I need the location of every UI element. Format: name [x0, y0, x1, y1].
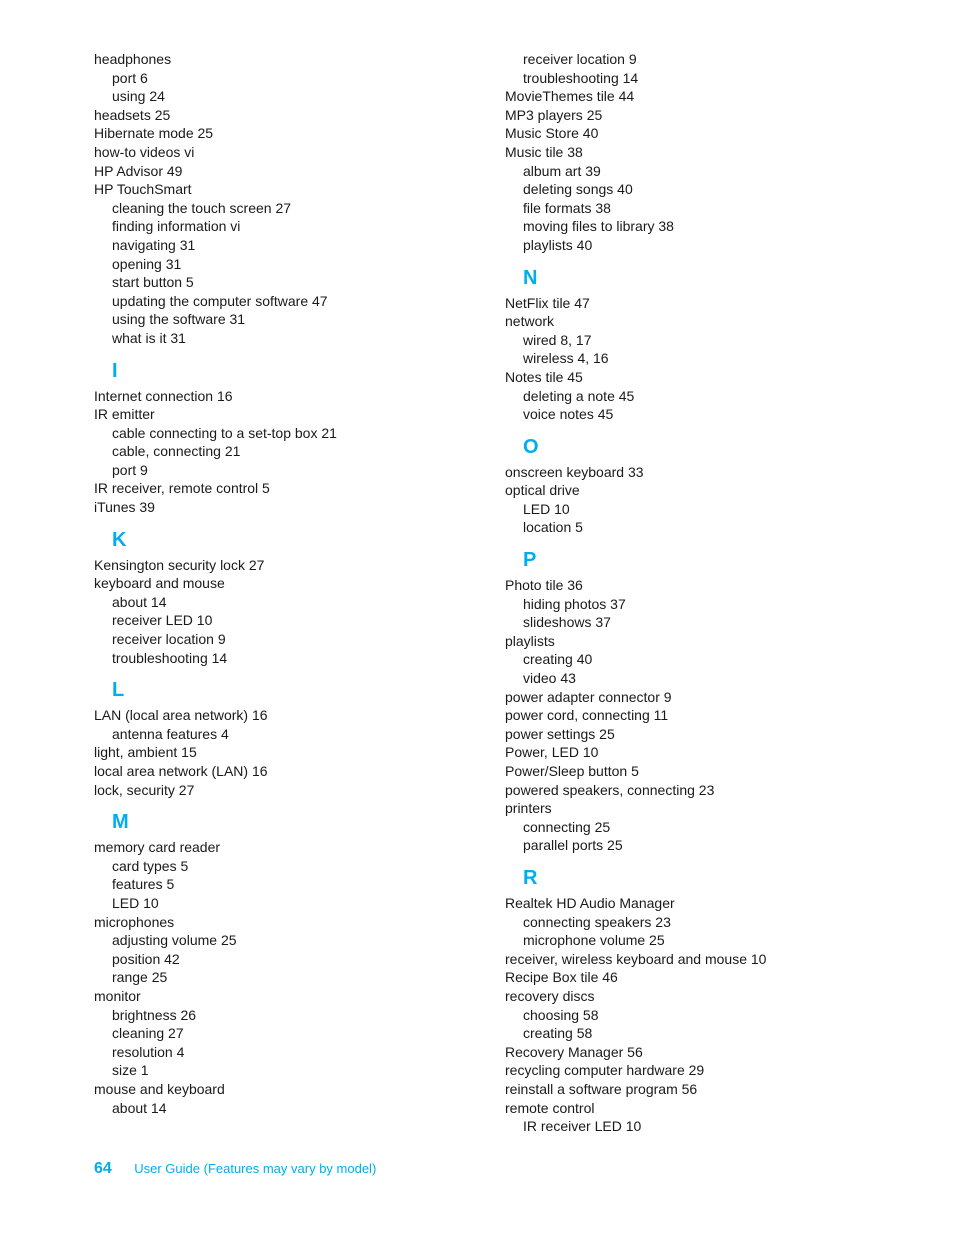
index-subentry: what is it 31 — [112, 329, 186, 346]
index-entry: Realtek HD Audio Manager — [505, 894, 675, 911]
index-entry: Music tile 38 — [505, 143, 583, 160]
index-subentry: receiver location 9 — [112, 631, 226, 648]
index-entry: headphones — [94, 51, 172, 67]
index-subentry: moving files to library 38 — [523, 218, 674, 235]
index-subentry: about 14 — [112, 593, 167, 610]
index-subentry: deleting songs 40 — [523, 181, 633, 198]
index-subentry: wireless 4, 16 — [523, 350, 609, 367]
index-subentry: range 25 — [112, 969, 168, 986]
index-subentry: troubleshooting 14 — [112, 649, 228, 666]
index-subentry: cable, connecting 21 — [112, 443, 241, 460]
index-entry: Music Store 40 — [505, 125, 599, 142]
index-entry: memory card reader — [94, 839, 221, 856]
index-subentry: video 43 — [523, 670, 576, 687]
index-entry: recovery discs — [505, 987, 595, 1004]
index-subentry: connecting speakers 23 — [523, 913, 671, 930]
index-subentry: brightness 26 — [112, 1006, 197, 1023]
index-subentry: about 14 — [112, 1099, 167, 1116]
index-entry: power adapter connector 9 — [505, 688, 672, 705]
index-subentry: start button 5 — [112, 274, 194, 291]
index-subentry: using 24 — [112, 88, 165, 105]
index-subentry: cable connecting to a set-top box 21 — [112, 424, 337, 441]
index-subentry: port 9 — [112, 461, 148, 478]
index-entry: recycling computer hardware 29 — [505, 1062, 705, 1079]
index-subentry: receiver location 9 — [523, 51, 637, 67]
index-entry: microphones — [94, 913, 175, 930]
index-entry: IR receiver, remote control 5 — [94, 480, 270, 497]
index-entry: playlists — [505, 632, 555, 649]
page-number: 64 — [94, 1160, 112, 1177]
index-entry: remote control — [505, 1099, 595, 1116]
index-entry: Kensington security lock 27 — [94, 556, 265, 573]
index-entry: light, ambient 15 — [94, 744, 197, 761]
index-entry: Notes tile 45 — [505, 368, 583, 385]
index-subentry: receiver LED 10 — [112, 612, 213, 629]
index-entry: LAN (local area network) 16 — [94, 707, 268, 724]
index-subentry: file formats 38 — [523, 199, 611, 216]
index-entry: mouse and keyboard — [94, 1080, 225, 1097]
index-entry: onscreen keyboard 33 — [505, 463, 644, 480]
index-subentry: creating 40 — [523, 651, 593, 668]
index-entry: power cord, connecting 11 — [505, 707, 669, 724]
section-letter: L — [112, 679, 125, 702]
section-letter: P — [523, 549, 537, 572]
index-subentry: updating the computer software 47 — [112, 292, 328, 309]
index-subentry: size 1 — [112, 1062, 149, 1079]
index-subentry: hiding photos 37 — [523, 595, 626, 612]
index-subentry: features 5 — [112, 876, 175, 893]
section-letter: O — [523, 435, 539, 458]
index-column-left — [94, 50, 474, 1117]
section-letter: N — [523, 266, 538, 289]
section-letter: K — [112, 528, 127, 551]
index-entry: power settings 25 — [505, 725, 615, 742]
index-subentry: resolution 4 — [112, 1043, 185, 1060]
index-entry: reinstall a software program 56 — [505, 1080, 698, 1097]
index-entry: Power, LED 10 — [505, 744, 599, 761]
index-entry: MovieThemes tile 44 — [505, 88, 635, 105]
index-subentry: port 6 — [112, 69, 148, 86]
index-subentry: parallel ports 25 — [523, 837, 623, 854]
index-subentry: card types 5 — [112, 857, 189, 874]
index-subentry: finding information vi — [112, 218, 241, 235]
index-entry: headsets 25 — [94, 106, 171, 123]
index-subentry: album art 39 — [523, 162, 601, 179]
index-entry: Photo tile 36 — [505, 577, 583, 594]
index-entry: Power/Sleep button 5 — [505, 763, 639, 779]
index-subentry: creating 58 — [523, 1025, 593, 1042]
index-subentry: playlists 40 — [523, 236, 593, 253]
index-entry: receiver, wireless keyboard and mouse 10 — [505, 950, 767, 967]
index-entry: local area network (LAN) 16 — [94, 763, 268, 779]
index-subentry: opening 31 — [112, 255, 182, 272]
index-entry: IR emitter — [94, 406, 155, 423]
index-entry: Hibernate mode 25 — [94, 125, 214, 142]
index-entry: monitor — [94, 987, 141, 1004]
index-entry: NetFlix tile 47 — [505, 294, 590, 311]
index-subentry: wired 8, 17 — [523, 331, 592, 348]
index-subentry: using the software 31 — [112, 311, 246, 328]
index-entry: printers — [505, 800, 552, 817]
index-subentry: choosing 58 — [523, 1006, 599, 1023]
index-subentry: deleting a note 45 — [523, 387, 635, 404]
index-entry: keyboard and mouse — [94, 575, 225, 592]
index-entry: optical drive — [505, 482, 580, 499]
index-subentry: adjusting volume 25 — [112, 932, 237, 949]
index-subentry: slideshows 37 — [523, 614, 611, 631]
index-subentry: LED 10 — [523, 500, 570, 517]
page-footer — [94, 1160, 376, 1178]
index-subentry: location 5 — [523, 519, 583, 536]
index-entry: Internet connection 16 — [94, 387, 233, 404]
section-letter: M — [112, 811, 129, 834]
index-subentry: cleaning 27 — [112, 1025, 184, 1042]
index-subentry: voice notes 45 — [523, 406, 614, 423]
index-entry: Recipe Box tile 46 — [505, 969, 618, 986]
index-entry: MP3 players 25 — [505, 106, 603, 123]
index-entry: Recovery Manager 56 — [505, 1043, 643, 1060]
index-entry: lock, security 27 — [94, 781, 195, 798]
index-entry: HP Advisor 49 — [94, 162, 183, 179]
index-entry: network — [505, 313, 555, 330]
index-subentry: troubleshooting 14 — [523, 69, 639, 86]
footer-title: User Guide (Features may vary by model) — [134, 1161, 377, 1176]
index-subentry: connecting 25 — [523, 818, 611, 835]
index-entry: how-to videos vi — [94, 143, 195, 160]
index-entry: iTunes 39 — [94, 499, 155, 516]
index-entry: HP TouchSmart — [94, 181, 192, 198]
index-subentry: microphone volume 25 — [523, 932, 665, 949]
index-subentry: LED 10 — [112, 894, 159, 911]
section-letter: R — [523, 866, 538, 889]
index-subentry: antenna features 4 — [112, 725, 229, 742]
index-subentry: IR receiver LED 10 — [523, 1118, 642, 1135]
index-subentry: navigating 31 — [112, 236, 196, 253]
index-column-right — [505, 50, 905, 1136]
section-letter: I — [112, 359, 118, 382]
index-subentry: cleaning the touch screen 27 — [112, 199, 292, 216]
index-entry: powered speakers, connecting 23 — [505, 781, 715, 798]
index-subentry: position 42 — [112, 950, 180, 967]
